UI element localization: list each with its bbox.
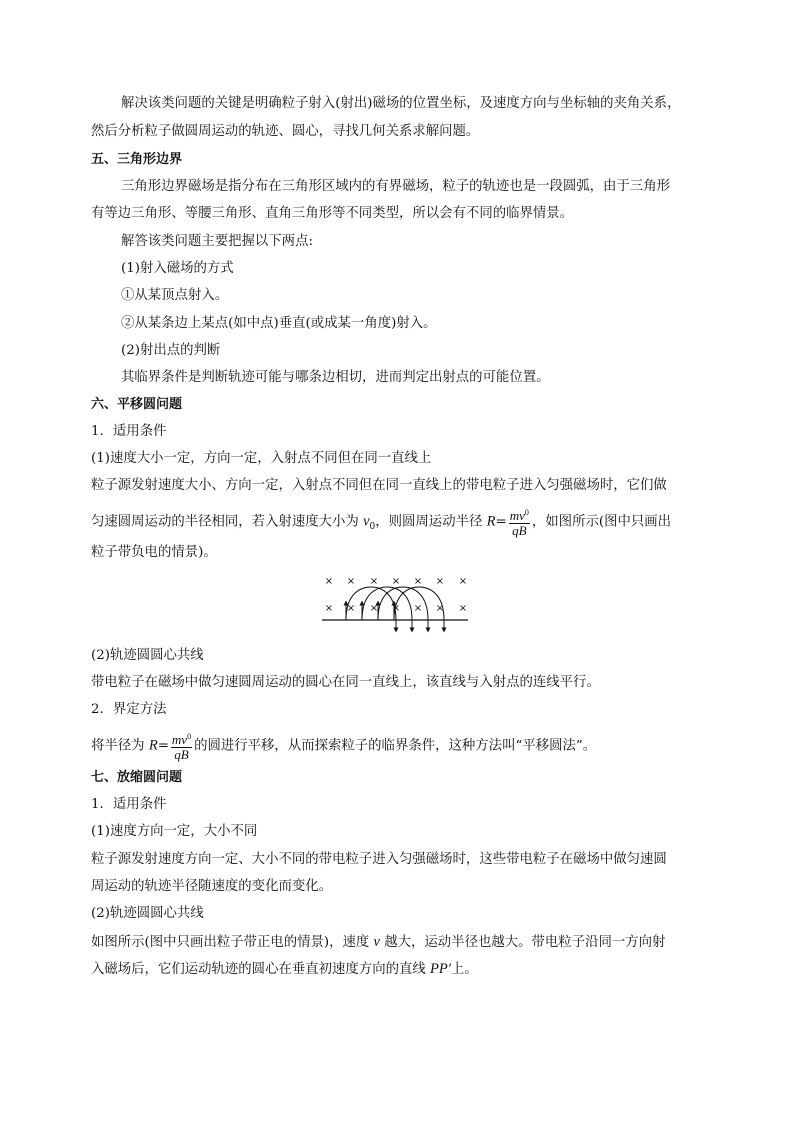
- field-cross-icon: ×: [391, 576, 401, 587]
- paragraph-line: [91, 932, 665, 953]
- radius-symbol: R: [486, 513, 496, 530]
- subsection-heading: 1．适用条件: [91, 797, 167, 812]
- translated-circles-figure: [318, 567, 474, 635]
- paragraph-line: 解决该类问题的关键是明确粒子射入(射出)磁场的位置坐标，及速度方向与坐标轴的夹角关系，: [121, 96, 681, 111]
- field-cross-icon: ×: [369, 576, 379, 587]
- section-heading-7: 七、放缩圆问题: [91, 770, 183, 785]
- field-cross-icon: ×: [458, 576, 468, 587]
- numerator-text: mv: [171, 732, 188, 747]
- radius-symbol: R: [148, 737, 158, 754]
- text-run: 入磁场后，它们运动轨迹的圆心在垂直初速度方向的直线: [91, 962, 431, 977]
- paragraph-line: ②从某条边上某点(如中点)垂直(或成某一角度)射入。: [121, 316, 437, 331]
- paragraph-line: 带电粒子在磁场中做匀速圆周运动的圆心在同一直线上，该直线与入射点的连线平行。: [91, 675, 600, 690]
- line-symbol: PP′: [430, 961, 451, 977]
- field-cross-icon: ×: [369, 603, 379, 614]
- paragraph-line: 周运动的轨迹半径随速度的变化而变化。: [91, 879, 333, 894]
- field-cross-icon: ×: [324, 576, 334, 587]
- radius-fraction: [509, 506, 530, 538]
- numerator-superscript: 0: [524, 508, 529, 517]
- section-heading-6: 六、平移圆问题: [91, 397, 183, 412]
- text-run: 将半径为: [91, 738, 149, 754]
- paragraph-line: [91, 959, 478, 980]
- paragraph-line: 解答该类问题主要把握以下两点:: [121, 234, 313, 249]
- subsection-heading: 2．界定方法: [91, 702, 167, 717]
- field-cross-icon: ×: [435, 576, 445, 587]
- paragraph-line-with-formula: [91, 506, 671, 542]
- velocity-symbol: v: [373, 934, 380, 950]
- fraction-numerator: [171, 730, 192, 748]
- paragraph-line: 其临界条件是判断轨迹可能与哪条边相切，进而判定出射点的可能位置。: [121, 370, 550, 385]
- text-run: 匀速圆周运动的半径相同，若入射速度大小为: [91, 514, 364, 530]
- paragraph-line: (1)速度大小一定，方向一定，入射点不同但在同一直线上: [91, 451, 432, 466]
- field-cross-icon: ×: [413, 603, 423, 614]
- paragraph-line: 然后分析粒子做圆周运动的轨迹、圆心，寻找几何关系求解问题。: [91, 124, 480, 139]
- text-run: 如图所示(图中只画出粒子带正电的情景)，速度: [91, 935, 374, 950]
- field-cross-icon: ×: [324, 603, 334, 614]
- numerator-superscript: 0: [187, 732, 192, 741]
- text-run: 上。: [450, 962, 478, 977]
- text-run: 越大，运动半径也越大。带电粒子沿同一方向射: [379, 935, 666, 950]
- field-cross-icon: ×: [458, 603, 468, 614]
- paragraph-line: 三角形边界磁场是指分布在三角形区域内的有界磁场，粒子的轨迹也是一段圆弧，由于三角形: [121, 179, 671, 194]
- equals-sign: =: [157, 738, 169, 754]
- trajectory-arcs: [346, 587, 444, 630]
- field-cross-icon: ×: [435, 603, 445, 614]
- paragraph-line: (1)速度方向一定，大小不同: [91, 824, 258, 839]
- field-cross-icon: ×: [413, 576, 423, 587]
- paragraph-line: ①从某顶点射入。: [121, 288, 229, 303]
- section-heading-5: 五、三角形边界: [91, 152, 183, 167]
- subsection-heading: 1．适用条件: [91, 424, 167, 439]
- numerator-text: mv: [509, 508, 525, 523]
- text-run: ，则圆周运动半径: [375, 514, 487, 530]
- paragraph-line: (2)轨迹圆圆心共线: [91, 648, 204, 663]
- text-run: ，如图所示(图中只画出: [531, 514, 672, 530]
- paragraph-line: 有等边三角形、等腰三角形、直角三角形等不同类型，所以会有不同的临界情景。: [91, 206, 574, 221]
- equals-sign: =: [495, 514, 507, 530]
- fraction-numerator: [509, 506, 530, 524]
- text-run: 的圆进行平移，从而探索粒子的临界条件，这种方法叫“平移圆法”。: [194, 738, 597, 754]
- fraction-denominator: qB: [174, 747, 189, 762]
- subscript: 0: [369, 522, 376, 533]
- field-cross-icon: ×: [391, 603, 401, 614]
- paragraph-line-with-formula: [91, 730, 596, 762]
- radius-fraction: [171, 730, 192, 762]
- paragraph-line: (2)轨迹圆圆心共线: [91, 906, 204, 921]
- paragraph-line: 粒子源发射速度方向一定、大小不同的带电粒子进入匀强磁场时，这些带电粒子在磁场中做匀速圆: [91, 852, 667, 867]
- field-cross-icon: ×: [346, 603, 356, 614]
- paragraph-line: (1)射入磁场的方式: [121, 261, 234, 276]
- paragraph-line: (2)射出点的判断: [121, 343, 221, 358]
- field-cross-icon: ×: [346, 576, 356, 587]
- paragraph-line: 粒子带负电的情景)。: [91, 545, 217, 560]
- paragraph-line: 粒子源发射速度大小、方向一定，入射点不同但在同一直线上的带电粒子进入匀强磁场时，它们做: [91, 478, 667, 493]
- velocity-symbol: v: [363, 513, 370, 530]
- fraction-denominator: qB: [512, 523, 527, 538]
